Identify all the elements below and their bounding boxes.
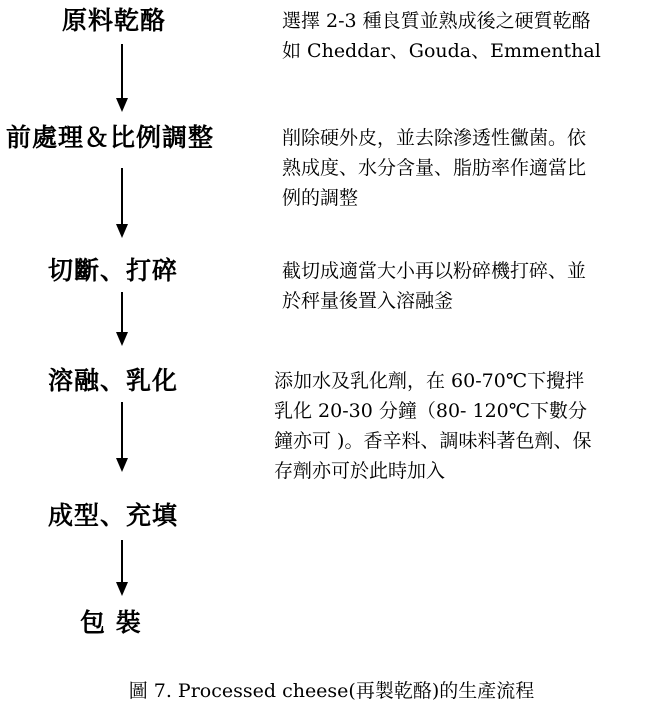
arrow-3 [116, 292, 128, 346]
step-forming: 成型、充填 [48, 501, 179, 530]
arrow-5 [116, 540, 128, 596]
step-cutting-desc: 截切成適當大小再以粉碎機打碎、並 於秤量後置入溶融釜 [282, 260, 587, 312]
figure-caption: 圖 7. Processed cheese(再製乾酪)的生產流程 [128, 680, 535, 702]
step-raw-cheese-desc: 選擇 2-3 種良質並熟成後之硬質乾酪 如 Cheddar、Gouda、Emmenthal [282, 10, 601, 62]
arrow-4 [116, 402, 128, 472]
step-packaging: 包 裝 [80, 608, 142, 637]
arrow-1 [116, 44, 128, 112]
arrow-2 [116, 168, 128, 238]
step-cutting: 切斷、打碎 [48, 256, 179, 285]
step-melting-desc: 添加水及乳化劑，在 60-70℃下攪拌 乳化 20-30 分鐘（80- 120℃下數分 鐘亦可 )。香辛料、調味料著色劑、保 存劑亦可於此時加入 [274, 370, 592, 482]
step-pretreatment: 前處理＆比例調整 [6, 123, 215, 152]
step-melting: 溶融、乳化 [48, 366, 179, 395]
step-pretreatment-desc: 削除硬外皮，並去除滲透性黴菌。依 熟成度、水分含量、脂肪率作適當比 例的調整 [282, 127, 587, 209]
step-raw-cheese: 原料乾酪 [62, 6, 167, 35]
